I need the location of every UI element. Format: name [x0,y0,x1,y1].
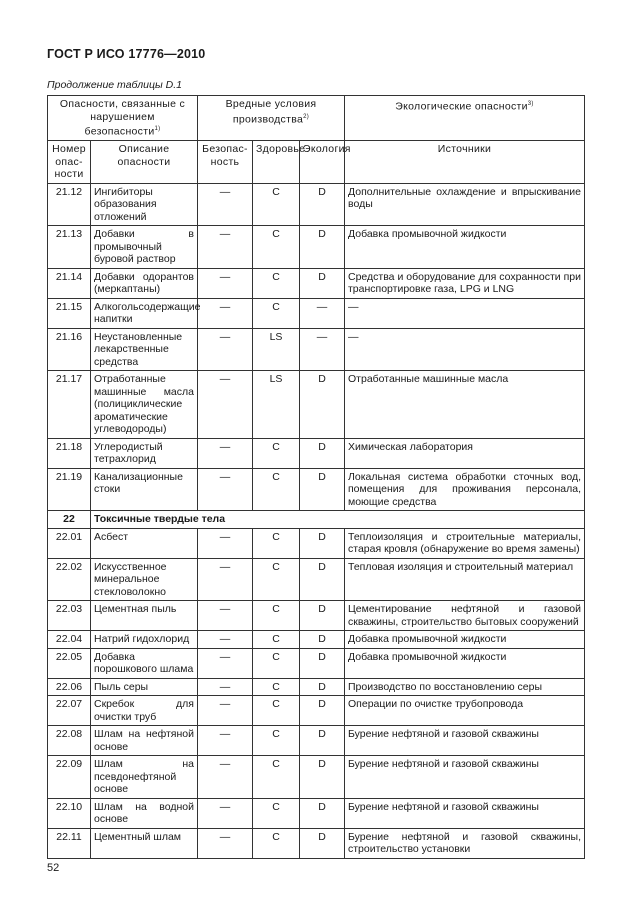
table-row [48,558,585,601]
page-number: 52 [47,862,60,874]
hazard-description: Скребок для очистки труб [91,696,198,726]
safety-mark: — [198,756,253,799]
hazard-number: 22.08 [48,726,91,756]
group-header-hazards: Опасности, связанные с нарушением безопасности$^{1)}$ [48,96,198,141]
hazards-table [47,95,585,859]
ecology-mark: D [300,678,345,696]
hazard-source: Цементирование нефтяной и газовой скважины, строительство бытовых сооружений [345,601,585,631]
health-mark: С [253,438,300,468]
table-row [48,183,585,226]
ecology-mark: D [300,601,345,631]
hazard-description: Углеродистый тетрахлорид [91,438,198,468]
ecology-mark: D [300,648,345,678]
health-mark: С [253,696,300,726]
hazard-number: 21.19 [48,468,91,511]
hazard-description: Натрий гидохлорид [91,631,198,649]
hazard-description: Канализационные стоки [91,468,198,511]
hazard-number: 21.12 [48,183,91,226]
safety-mark: — [198,328,253,371]
hazard-number: 22.04 [48,631,91,649]
col-header-safety: Безопас- ность [198,141,253,184]
table-row [48,468,585,511]
table-row [48,648,585,678]
hazard-number: 22.02 [48,558,91,601]
section-number: 22 [48,511,91,529]
hazard-source: Производство по восстановлению серы [345,678,585,696]
health-mark: С [253,726,300,756]
hazard-number: 22.03 [48,601,91,631]
hazard-description: Шлам на псевдонефтяной основе [91,756,198,799]
ecology-mark: D [300,631,345,649]
hazard-description: Добавки в промывочный буровой раствор [91,226,198,269]
hazard-source: Дополнительные охлаждение и впрыскивание воды [345,183,585,226]
document-header: ГОСТ Р ИСО 17776—2010 [47,47,206,61]
safety-mark: — [198,183,253,226]
group-header-eco: Экологические опасности$^{3)}$ [345,96,585,141]
safety-mark: — [198,468,253,511]
ecology-mark: D [300,528,345,558]
hazard-number: 21.18 [48,438,91,468]
safety-mark: — [198,528,253,558]
table-row [48,438,585,468]
hazard-source: — [345,328,585,371]
ecology-mark: D [300,468,345,511]
hazard-description: Алкогольсодержащие напитки [91,298,198,328]
table-row [48,726,585,756]
safety-mark: — [198,298,253,328]
table-row [48,268,585,298]
table-row [48,601,585,631]
safety-mark: — [198,648,253,678]
health-mark: С [253,558,300,601]
safety-mark: — [198,558,253,601]
safety-mark: — [198,678,253,696]
ecology-mark: D [300,828,345,858]
table-row [48,678,585,696]
hazard-number: 22.07 [48,696,91,726]
health-mark: LS [253,328,300,371]
hazard-description: Шлам на нефтяной основе [91,726,198,756]
hazard-source: Операции по очистке трубопровода [345,696,585,726]
health-mark: С [253,268,300,298]
hazard-number: 22.01 [48,528,91,558]
safety-mark: — [198,371,253,439]
health-mark: С [253,648,300,678]
hazard-number: 21.17 [48,371,91,439]
hazard-source: Отработанные машинные масла [345,371,585,439]
table-row [48,631,585,649]
hazard-description: Искусственное минеральное стекловолокно [91,558,198,601]
safety-mark: — [198,726,253,756]
health-mark: С [253,798,300,828]
hazard-source: Бурение нефтяной и газовой скважины [345,756,585,799]
hazard-source: Бурение нефтяной и газовой скважины [345,726,585,756]
safety-mark: — [198,631,253,649]
safety-mark: — [198,438,253,468]
col-header-health: Здоровье [253,141,300,184]
ecology-mark: D [300,268,345,298]
ecology-mark: D [300,226,345,269]
hazard-description: Пыль серы [91,678,198,696]
hazard-source: Добавка промывочной жидкости [345,631,585,649]
hazard-number: 22.09 [48,756,91,799]
column-header-row [48,141,585,184]
col-header-sources: Источники [345,141,585,184]
table-row [48,756,585,799]
hazard-description: Неустановленные лекарственные средства [91,328,198,371]
safety-mark: — [198,828,253,858]
table-row [48,298,585,328]
hazard-source: Теплоизоляция и строительные материалы, старая кровля (обнаружение во время замены) [345,528,585,558]
hazard-description: Цементный шлам [91,828,198,858]
hazard-description: Цементная пыль [91,601,198,631]
hazard-number: 21.13 [48,226,91,269]
hazard-number: 22.05 [48,648,91,678]
hazard-description: Шлам на водной основе [91,798,198,828]
table-row [48,328,585,371]
hazard-description: Асбест [91,528,198,558]
health-mark: С [253,298,300,328]
health-mark: С [253,828,300,858]
hazard-number: 21.15 [48,298,91,328]
health-mark: С [253,183,300,226]
ecology-mark: D [300,558,345,601]
hazard-description: Ингибиторы образования отложений [91,183,198,226]
hazard-source: Средства и оборудование для сохранности при транспортировке газа, LPG и LNG [345,268,585,298]
table-row [48,696,585,726]
ecology-mark: D [300,696,345,726]
health-mark: С [253,756,300,799]
hazard-source: — [345,298,585,328]
hazard-number: 22.06 [48,678,91,696]
hazard-description: Добавка порошкового шлама [91,648,198,678]
table-row [48,226,585,269]
group-header-row [48,96,585,141]
ecology-mark: — [300,298,345,328]
safety-mark: — [198,226,253,269]
health-mark: С [253,678,300,696]
hazard-description: Добавки одорантов (меркаптаны) [91,268,198,298]
table-row [48,828,585,858]
col-header-ecology: Экология [300,141,345,184]
health-mark: С [253,528,300,558]
ecology-mark: D [300,371,345,439]
hazard-source: Тепловая изоляция и строительный материал [345,558,585,601]
ecology-mark: D [300,183,345,226]
hazard-source: Добавка промывочной жидкости [345,226,585,269]
col-header-description: Описание опасности [91,141,198,184]
hazard-source: Добавка промывочной жидкости [345,648,585,678]
col-header-number: Номер опас- ности [48,141,91,184]
ecology-mark: D [300,438,345,468]
section-title: Токсичные твердые тела [91,511,585,529]
hazard-source: Химическая лаборатория [345,438,585,468]
health-mark: С [253,601,300,631]
ecology-mark: D [300,726,345,756]
table-caption: Продолжение таблицы D.1 [47,79,182,91]
ecology-mark: D [300,798,345,828]
hazard-number: 22.11 [48,828,91,858]
hazard-source: Локальная система обработки сточных вод, помещения для проживания персонала, моющие средства [345,468,585,511]
hazard-number: 21.16 [48,328,91,371]
table-row [48,798,585,828]
ecology-mark: D [300,756,345,799]
section-row [48,511,585,529]
safety-mark: — [198,268,253,298]
health-mark: LS [253,371,300,439]
hazard-description: Отработанные машинные масла (полициклические ароматические углеводороды) [91,371,198,439]
group-header-conditions: Вредные условия производства$^{2)}$ [198,96,345,141]
health-mark: С [253,226,300,269]
hazard-number: 21.14 [48,268,91,298]
health-mark: С [253,468,300,511]
health-mark: С [253,631,300,649]
ecology-mark: — [300,328,345,371]
hazard-source: Бурение нефтяной и газовой скважины, строительство установки [345,828,585,858]
table-row [48,528,585,558]
safety-mark: — [198,798,253,828]
hazard-source: Бурение нефтяной и газовой скважины [345,798,585,828]
table-row [48,371,585,439]
safety-mark: — [198,601,253,631]
safety-mark: — [198,696,253,726]
hazard-number: 22.10 [48,798,91,828]
